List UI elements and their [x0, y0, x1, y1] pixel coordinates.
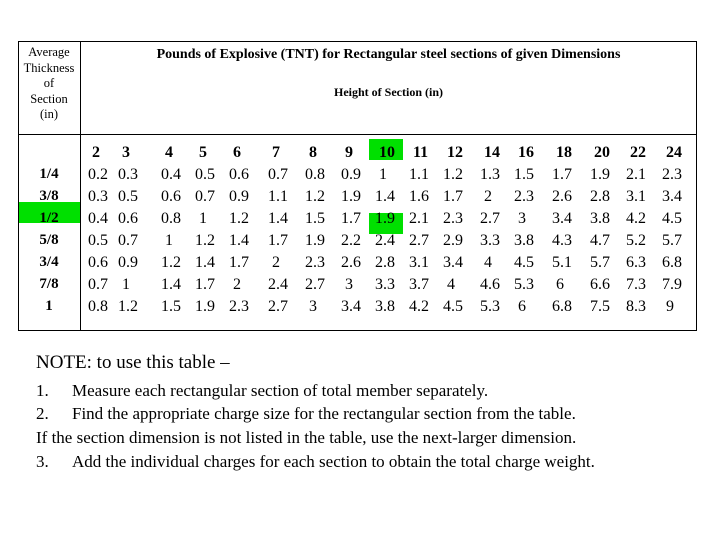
table-cell: 3.8 — [514, 232, 534, 249]
table-cell: 1.4 — [229, 232, 249, 249]
height-header: 5 — [199, 144, 207, 161]
table-cell: 3.1 — [409, 254, 429, 271]
height-header: 7 — [272, 144, 280, 161]
table-cell: 5.3 — [514, 276, 534, 293]
table-cell: 0.3 — [118, 166, 138, 183]
step-text: If the section dimension is not listed in the table, use the next-larger dimension. — [36, 428, 577, 447]
table-cell: 5.2 — [626, 232, 646, 249]
height-header: 16 — [518, 144, 534, 161]
table-cell: 4 — [484, 254, 492, 271]
step-text: Find the appropriate charge size for the rectangular section from the table. — [72, 404, 576, 423]
table-cell: 5.1 — [552, 254, 572, 271]
table-cell: 4.5 — [662, 210, 682, 227]
table-cell: 1.9 — [590, 166, 610, 183]
table-cell: 1.9 — [195, 298, 215, 315]
table-cell: 1 — [122, 276, 130, 293]
table-cell: 0.7 — [118, 232, 138, 249]
step-number: 2. — [36, 404, 49, 423]
thickness-label: 3/8 — [39, 188, 59, 204]
table-cell: 3 — [518, 210, 526, 227]
table-cell: 2.7 — [268, 298, 288, 315]
table-cell: 3 — [345, 276, 353, 293]
thickness-label: 1 — [45, 298, 53, 314]
table-cell: 1 — [199, 210, 207, 227]
table-cell: 1.9 — [341, 188, 361, 205]
table-cell: 7.5 — [590, 298, 610, 315]
height-header: 3 — [122, 144, 130, 161]
table-cell: 1.2 — [161, 254, 181, 271]
table-cell: 1.7 — [341, 210, 361, 227]
thickness-label: 5/8 — [39, 232, 59, 248]
table-cell: 1.5 — [514, 166, 534, 183]
header-divider — [18, 134, 697, 135]
table-cell: 2.9 — [443, 232, 463, 249]
height-header: 18 — [556, 144, 572, 161]
height-header: 11 — [413, 144, 429, 161]
table-cell: 0.7 — [195, 188, 215, 205]
table-cell: 0.6 — [229, 166, 249, 183]
table-cell: 2 — [272, 254, 280, 271]
note-step — [36, 428, 576, 448]
table-cell: 6.3 — [626, 254, 646, 271]
table-cell: 4.2 — [409, 298, 429, 315]
table-cell: 0.9 — [229, 188, 249, 205]
table-cell: 3.4 — [552, 210, 572, 227]
table-cell: 0.8 — [305, 166, 325, 183]
table-cell: 1.7 — [443, 188, 463, 205]
table-cell: 5.7 — [590, 254, 610, 271]
table-cell: 4.5 — [443, 298, 463, 315]
table-border-top — [18, 41, 697, 42]
thickness-header — [18, 45, 80, 123]
table-cell: 2.1 — [626, 166, 646, 183]
header-line: (in) — [39, 107, 59, 121]
table-cell: 2.8 — [375, 254, 395, 271]
table-cell: 5.3 — [480, 298, 500, 315]
table-cell: 2.3 — [514, 188, 534, 205]
height-header: 14 — [484, 144, 500, 161]
height-subtitle: Height of Section (in) — [334, 85, 443, 99]
table-cell: 1.7 — [229, 254, 249, 271]
table-cell: 2.3 — [305, 254, 325, 271]
table-cell: 7.9 — [662, 276, 682, 293]
height-header: 24 — [666, 144, 682, 161]
table-cell: 3.4 — [443, 254, 463, 271]
step-text: Add the individual charges for each section to obtain the total charge weight. — [72, 452, 595, 471]
height-header: 2 — [92, 144, 100, 161]
thickness-label: 1/2 — [39, 210, 59, 226]
table-cell: 8.3 — [626, 298, 646, 315]
table-cell: 0.4 — [88, 210, 108, 227]
table-cell: 1.7 — [195, 276, 215, 293]
table-cell: 1.6 — [409, 188, 429, 205]
table-cell: 0.8 — [88, 298, 108, 315]
table-cell: 1.2 — [305, 188, 325, 205]
table-cell: 0.7 — [88, 276, 108, 293]
table-cell: 1.2 — [195, 232, 215, 249]
header-line: Thickness — [23, 60, 75, 75]
table-cell: 6.8 — [552, 298, 572, 315]
table-cell: 4.6 — [480, 276, 500, 293]
table-cell: 0.9 — [118, 254, 138, 271]
table-cell: 0.7 — [268, 166, 288, 183]
table-cell: 1 — [165, 232, 173, 249]
height-header: 8 — [309, 144, 317, 161]
table-cell: 2.7 — [409, 232, 429, 249]
thickness-label: 7/8 — [39, 276, 59, 292]
table-cell: 1 — [379, 166, 387, 183]
table-cell: 1.4 — [161, 276, 181, 293]
table-cell: 0.8 — [161, 210, 181, 227]
height-header: 22 — [630, 144, 646, 161]
table-cell: 2.6 — [552, 188, 572, 205]
table-cell: 1.9 — [305, 232, 325, 249]
table-cell: 4.3 — [552, 232, 572, 249]
table-cell: 1.3 — [480, 166, 500, 183]
note-step — [36, 381, 488, 401]
thickness-label: 1/4 — [39, 166, 59, 182]
step-number: 3. — [36, 452, 49, 471]
height-header: 20 — [594, 144, 610, 161]
table-cell: 4 — [447, 276, 455, 293]
step-number: 1. — [36, 381, 49, 400]
note-heading: NOTE: to use this table – — [36, 352, 230, 373]
thickness-label: 3/4 — [39, 254, 59, 270]
table-cell: 4.2 — [626, 210, 646, 227]
height-header: 12 — [447, 144, 463, 161]
table-cell: 1.2 — [118, 298, 138, 315]
table-cell: 5.7 — [662, 232, 682, 249]
table-cell: 3.4 — [341, 298, 361, 315]
table-cell: 2.2 — [341, 232, 361, 249]
table-cell: 1.5 — [305, 210, 325, 227]
table-cell: 0.6 — [88, 254, 108, 271]
table-cell: 7.3 — [626, 276, 646, 293]
table-cell: 0.5 — [195, 166, 215, 183]
table-cell: 6.6 — [590, 276, 610, 293]
table-cell: 2.8 — [590, 188, 610, 205]
height-header: 6 — [233, 144, 241, 161]
table-cell: 0.5 — [88, 232, 108, 249]
table-cell: 2.1 — [409, 210, 429, 227]
table-cell: 1.5 — [161, 298, 181, 315]
header-line: Average — [28, 45, 70, 59]
table-cell: 2.4 — [375, 232, 395, 249]
table-cell: 1.7 — [268, 232, 288, 249]
table-cell: 3 — [309, 298, 317, 315]
table-cell: 0.2 — [88, 166, 108, 183]
table-cell: 2.3 — [229, 298, 249, 315]
table-cell: 3.3 — [375, 276, 395, 293]
table-cell: 2.7 — [305, 276, 325, 293]
table-cell: 1.7 — [552, 166, 572, 183]
table-title: Pounds of Explosive (TNT) for Rectangular steel sections of given Dimensions — [156, 47, 621, 62]
note-step — [36, 404, 576, 424]
height-header: 9 — [345, 144, 353, 161]
table-cell: 0.4 — [161, 166, 181, 183]
table-cell: 1.4 — [375, 188, 395, 205]
table-cell: 1.2 — [443, 166, 463, 183]
table-cell: 4.5 — [514, 254, 534, 271]
table-cell: 3.1 — [626, 188, 646, 205]
height-header: 10 — [379, 144, 395, 161]
header-line: Section — [30, 91, 68, 106]
note-step — [36, 452, 595, 472]
table-cell: 1.2 — [229, 210, 249, 227]
header-line: of — [43, 76, 55, 90]
table-cell: 4.7 — [590, 232, 610, 249]
charge-table — [18, 41, 697, 331]
table-cell: 0.5 — [118, 188, 138, 205]
table-cell: 2.7 — [480, 210, 500, 227]
step-text: Measure each rectangular section of total member separately. — [72, 381, 489, 400]
table-cell: 9 — [666, 298, 674, 315]
table-cell: 1.4 — [268, 210, 288, 227]
table-cell: 2 — [233, 276, 241, 293]
table-border-bottom — [18, 330, 697, 331]
table-cell: 6 — [518, 298, 526, 315]
height-header: 4 — [165, 144, 173, 161]
table-cell: 0.6 — [118, 210, 138, 227]
table-cell: 3.8 — [375, 298, 395, 315]
table-cell: 0.9 — [341, 166, 361, 183]
table-cell: 1.9 — [375, 210, 395, 227]
table-cell: 2.6 — [341, 254, 361, 271]
table-cell: 2 — [484, 188, 492, 205]
table-cell: 2.3 — [443, 210, 463, 227]
table-cell: 0.6 — [161, 188, 181, 205]
table-cell: 0.3 — [88, 188, 108, 205]
table-cell: 1.1 — [268, 188, 288, 205]
table-cell: 3.7 — [409, 276, 429, 293]
table-cell: 6.8 — [662, 254, 682, 271]
table-cell: 3.3 — [480, 232, 500, 249]
table-cell: 2.3 — [662, 166, 682, 183]
table-cell: 3.8 — [590, 210, 610, 227]
table-cell: 1.4 — [195, 254, 215, 271]
table-cell: 2.4 — [268, 276, 288, 293]
table-cell: 1.1 — [409, 166, 429, 183]
table-cell: 3.4 — [662, 188, 682, 205]
table-cell: 6 — [556, 276, 564, 293]
